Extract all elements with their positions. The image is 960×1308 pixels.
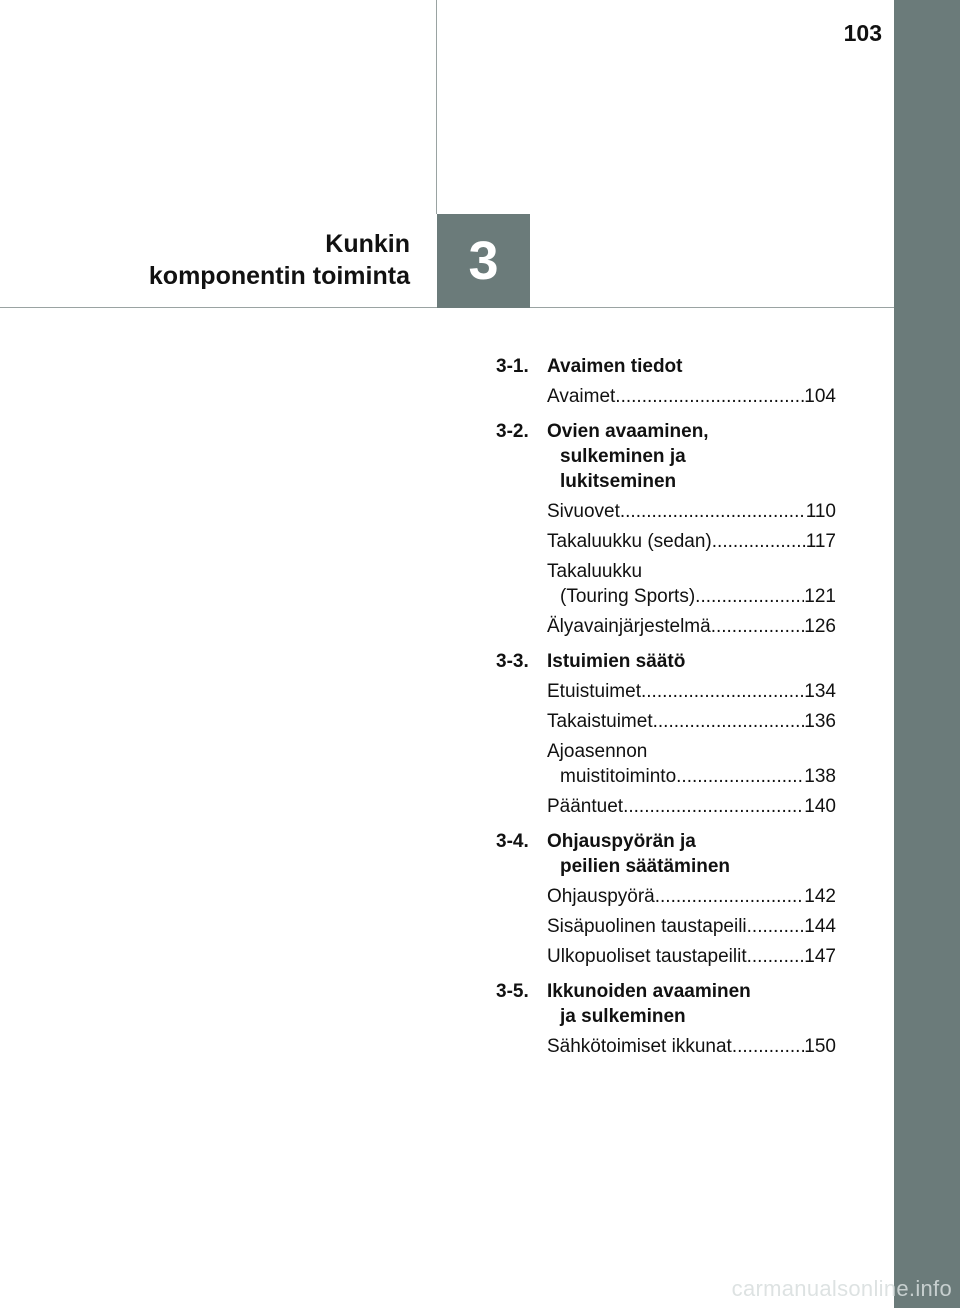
header-vertical-rule	[436, 0, 437, 214]
toc-section	[496, 419, 836, 639]
toc-entry-page: 150	[804, 1036, 836, 1057]
watermark: carmanualsonline.info	[731, 1276, 952, 1301]
toc-entry-label-line: Avaimet	[547, 386, 616, 407]
toc-section-heading[interactable]	[496, 649, 836, 674]
toc-dot-leader	[747, 944, 805, 969]
toc-section-title-line: Avaimen tiedot	[547, 356, 683, 377]
toc-section	[496, 354, 836, 409]
toc-section	[496, 649, 836, 819]
toc-entry-label	[547, 529, 712, 554]
toc-section-number: 3-3.	[496, 651, 529, 672]
toc-entry-label-line: Etuistuimet	[547, 681, 641, 702]
toc-section-number: 3-4.	[496, 831, 529, 852]
toc-entry[interactable]	[547, 944, 836, 969]
toc-section-title-line: Ikkunoiden avaaminen	[547, 981, 751, 1002]
toc-dot-leader	[641, 679, 804, 704]
toc-entry[interactable]	[547, 709, 836, 734]
toc-entry-page: 134	[804, 681, 836, 702]
page-number: 103	[843, 20, 882, 46]
toc-entry-page: 138	[804, 766, 836, 787]
toc-section-heading[interactable]	[496, 829, 836, 879]
toc-section-heading[interactable]	[496, 979, 836, 1029]
toc-entry-label-line: Sisäpuolinen taustapeili	[547, 916, 747, 937]
toc-entry-label	[547, 944, 747, 969]
toc-entry[interactable]	[547, 559, 836, 609]
toc-section-number: 3-1.	[496, 356, 529, 377]
toc-entry-label-line: (Touring Sports)	[560, 586, 696, 607]
toc-dot-leader	[615, 384, 804, 409]
table-of-contents	[496, 354, 836, 1069]
toc-entry-label	[547, 384, 615, 409]
toc-entry-page: 144	[804, 916, 836, 937]
toc-entry-page: 126	[804, 616, 836, 637]
toc-entry-label	[547, 1034, 732, 1059]
toc-entry[interactable]	[547, 384, 836, 409]
chapter-side-tab	[894, 0, 960, 1308]
toc-entry-label	[547, 679, 641, 704]
toc-dot-leader	[711, 614, 805, 639]
toc-entry-label-line: Takaluukku	[547, 561, 643, 582]
toc-dot-leader	[732, 1034, 804, 1059]
toc-entry-label	[547, 559, 695, 609]
toc-entry-page: 140	[804, 796, 836, 817]
toc-entry-label-line: Takaluukku (sedan)	[547, 531, 712, 552]
toc-entry-label-line: muistitoiminto	[560, 766, 677, 787]
toc-dot-leader	[695, 584, 804, 609]
toc-section-title	[547, 829, 730, 879]
toc-entry-page: 104	[804, 386, 836, 407]
toc-entry-label	[547, 739, 676, 789]
toc-entry-label-line: Takaistuimet	[547, 711, 653, 732]
toc-section	[496, 979, 836, 1059]
toc-entry-label-line: Ohjauspyörä	[547, 886, 655, 907]
chapter-title-line-2: komponentin toiminta	[148, 262, 410, 290]
toc-entry[interactable]	[547, 1034, 836, 1059]
toc-entry-label-line: Sivuovet	[547, 501, 620, 522]
toc-entry-label-line: Ulkopuoliset taustapeilit	[547, 946, 747, 967]
toc-entry-label	[547, 884, 655, 909]
toc-section-title	[547, 649, 685, 674]
toc-dot-leader	[620, 499, 806, 524]
toc-entry[interactable]	[547, 679, 836, 704]
toc-section-heading[interactable]	[496, 354, 836, 379]
toc-entry-label	[547, 794, 623, 819]
toc-entry-page: 142	[804, 886, 836, 907]
toc-section-title-line: ja sulkeminen	[560, 1006, 686, 1027]
toc-dot-leader	[623, 794, 804, 819]
toc-entry-label	[547, 614, 711, 639]
toc-dot-leader	[653, 709, 805, 734]
toc-entry-label-line: Älyavainjärjestelmä	[547, 616, 711, 637]
toc-entry-label-line: Sähkötoimiset ikkunat	[547, 1036, 732, 1057]
chapter-title-line-1: Kunkin	[325, 230, 410, 258]
toc-section-number: 3-2.	[496, 421, 529, 442]
toc-entry[interactable]	[547, 529, 836, 554]
chapter-title	[149, 228, 410, 292]
toc-entry-page: 117	[805, 531, 836, 552]
toc-entry[interactable]	[547, 614, 836, 639]
toc-entry-page: 121	[804, 586, 836, 607]
chapter-number-badge: 3	[437, 214, 530, 308]
toc-section-title-line: Ovien avaaminen,	[547, 421, 709, 442]
toc-entry-label	[547, 709, 653, 734]
toc-entry-page: 147	[804, 946, 836, 967]
toc-section-title-line: Ohjauspyörän ja	[547, 831, 696, 852]
toc-dot-leader	[747, 914, 805, 939]
toc-section-title	[547, 354, 683, 379]
toc-dot-leader	[655, 884, 805, 909]
toc-section-number: 3-5.	[496, 981, 529, 1002]
toc-entry[interactable]	[547, 914, 836, 939]
toc-section-title-line: Istuimien säätö	[547, 651, 686, 672]
toc-entry-label-line: Pääntuet	[547, 796, 624, 817]
toc-section	[496, 829, 836, 969]
toc-entry-label-line: Ajoasennon	[547, 741, 648, 762]
toc-entry[interactable]	[547, 499, 836, 524]
toc-dot-leader	[676, 764, 804, 789]
toc-section-heading[interactable]	[496, 419, 836, 494]
toc-section-title	[547, 979, 751, 1029]
toc-section-title-line: lukitseminen	[560, 471, 677, 492]
toc-entry-page: 136	[804, 711, 836, 732]
toc-entry-label	[547, 499, 620, 524]
toc-section-title	[547, 419, 709, 494]
toc-section-title-line: sulkeminen ja	[560, 446, 686, 467]
toc-section-title-line: peilien säätäminen	[560, 856, 731, 877]
toc-entry-page: 110	[805, 501, 836, 522]
toc-entry-label	[547, 914, 747, 939]
toc-entry[interactable]	[547, 884, 836, 909]
toc-entry[interactable]	[547, 794, 836, 819]
toc-dot-leader	[712, 529, 806, 554]
toc-entry[interactable]	[547, 739, 836, 789]
